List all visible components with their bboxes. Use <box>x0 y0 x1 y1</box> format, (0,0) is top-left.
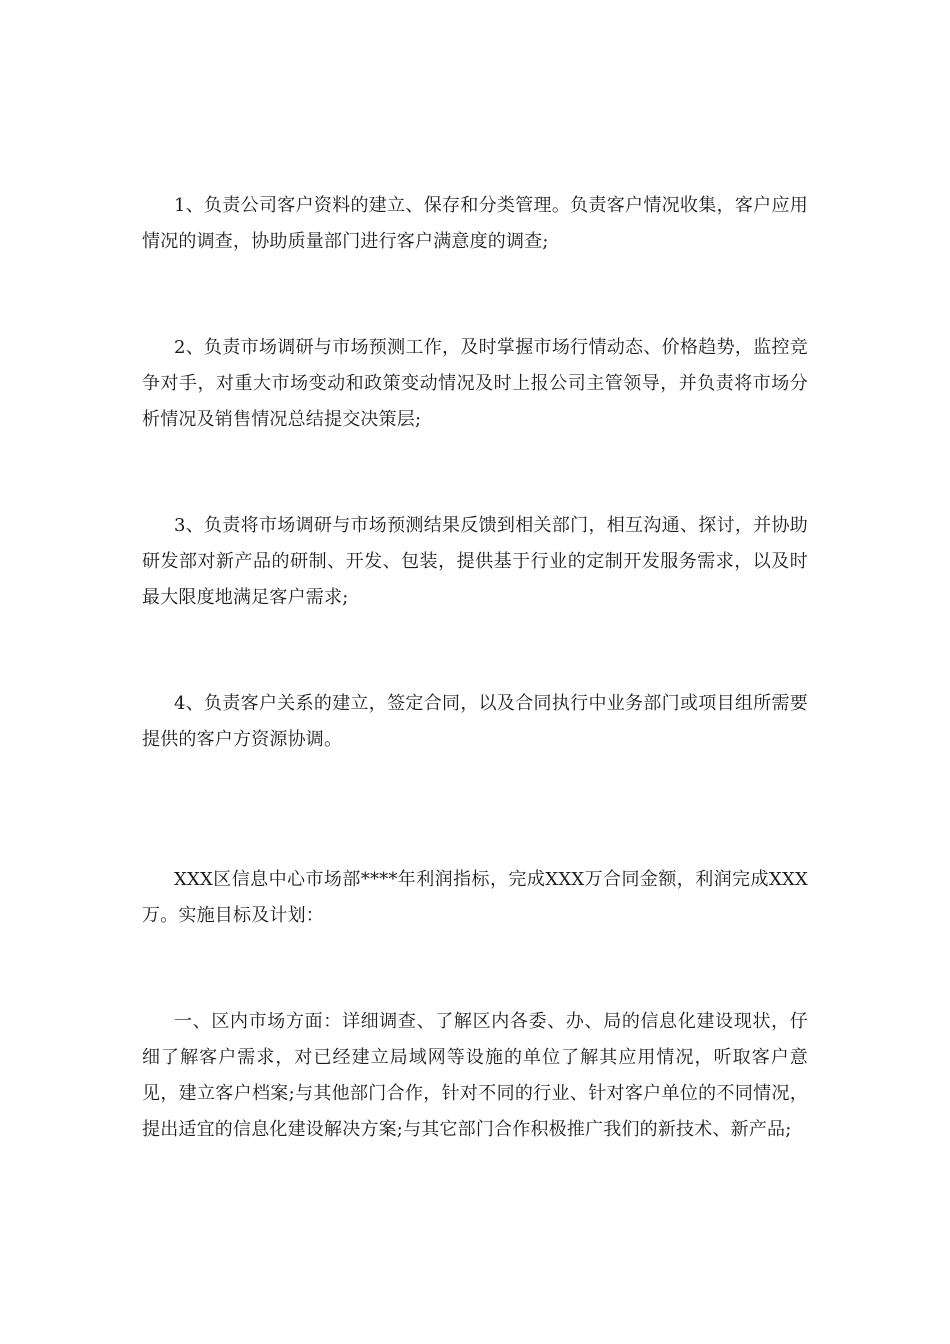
paragraph-responsibility-3: 3、负责将市场调研与市场预测结果反馈到相关部门，相互沟通、探讨，并协助研发部对新产品的研制、开发、包装，提供基于行业的定制开发服务需求，以及时最大限度地满足客户需求; <box>142 515 808 608</box>
paragraph-district-market: 一、区内市场方面：详细调查、了解区内各委、办、局的信息化建设现状，仔细了解客户需求，对已经建立局域网等设施的单位了解其应用情况，听取客户意见，建立客户档案;与其他部门合作，针对不同的行业、针对客户单位的不同情况，提出适宜的信息化建设解决方案;与其它部门合作积极推广我们的新技术、新产品; <box>142 1011 808 1140</box>
paragraph-profit-target: XXX区信息中心市场部****年利润指标，完成XXX万合同金额，利润完成XXX万。实施目标及计划： <box>142 869 808 926</box>
paragraph-responsibility-2: 2、负责市场调研与市场预测工作，及时掌握市场行情动态、价格趋势，监控竞争对手，对重大市场变动和政策变动情况及时上报公司主管领导，并负责将市场分析情况及销售情况总结提交决策层; <box>142 337 808 430</box>
paragraph-responsibility-1: 1、负责公司客户资料的建立、保存和分类管理。负责客户情况收集，客户应用情况的调查，协助质量部门进行客户满意度的调查; <box>142 195 808 252</box>
paragraph-responsibility-4: 4、负责客户关系的建立，签定合同，以及合同执行中业务部门或项目组所需要提供的客户方资源协调。 <box>142 693 808 750</box>
